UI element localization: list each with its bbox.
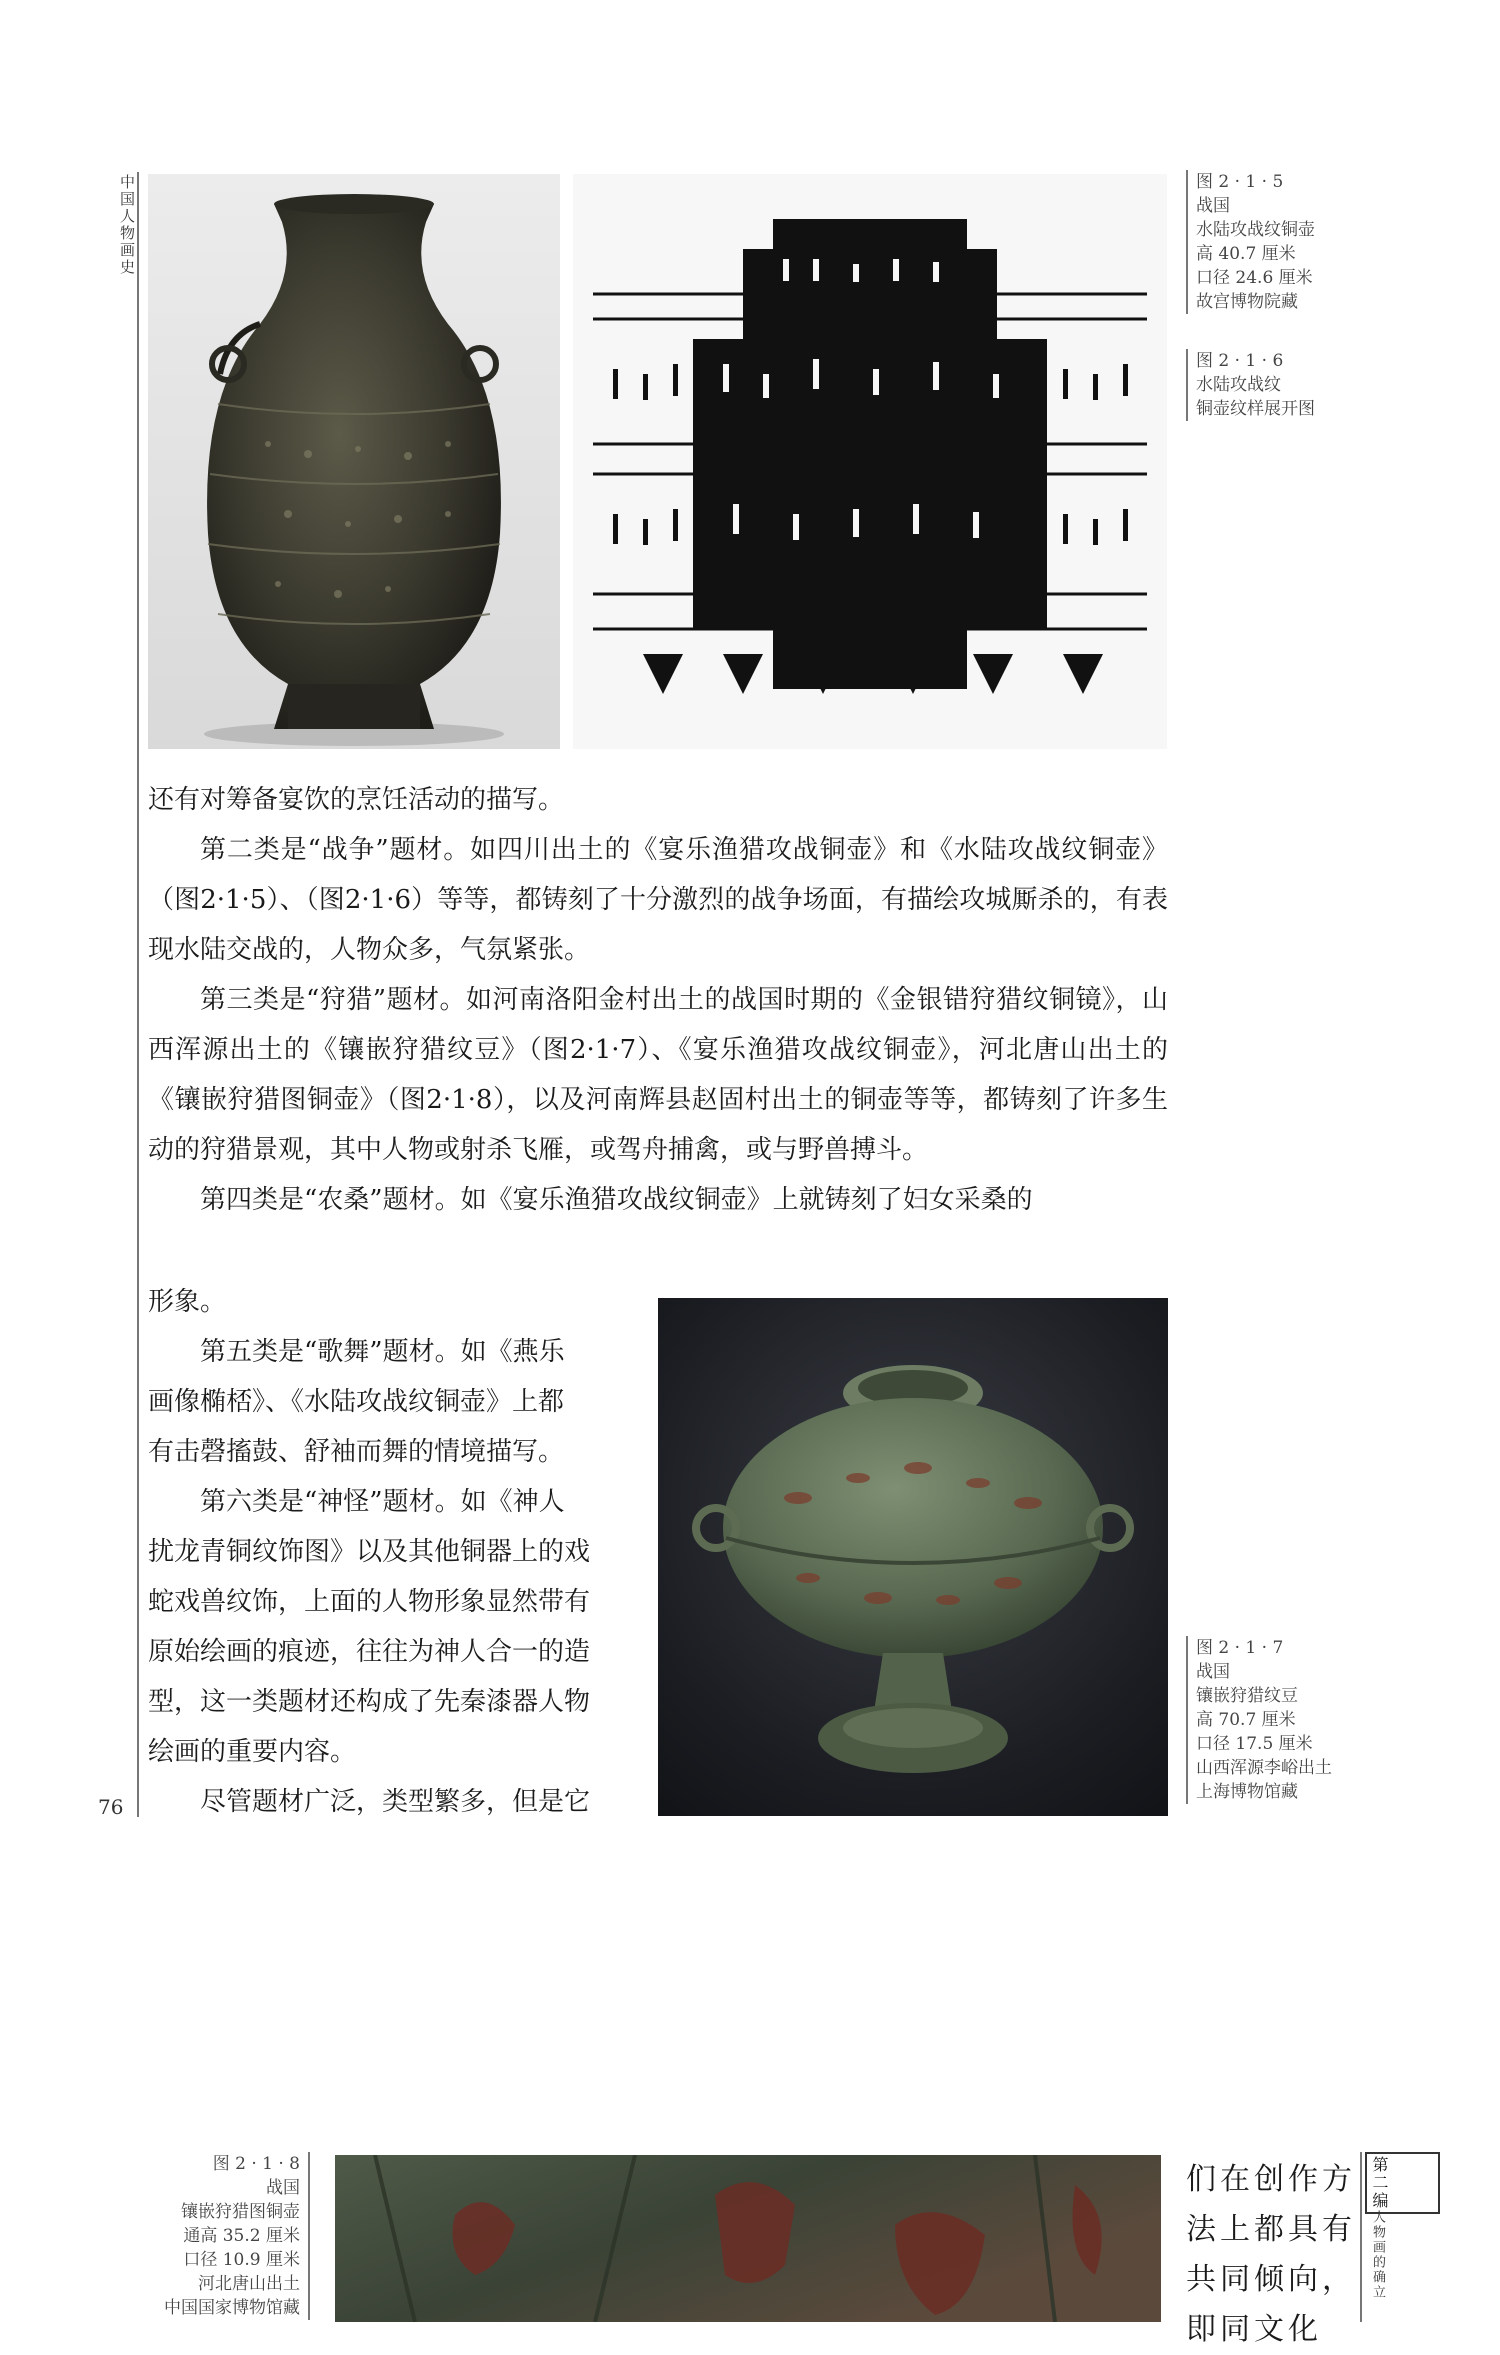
bronze-dou-illustration — [658, 1298, 1168, 1816]
body-text-narrow — [148, 1277, 638, 1827]
paragraph: 还有对筹备宴饮的烹饪活动的描写。 — [148, 785, 565, 815]
section-label-box — [1365, 2152, 1440, 2214]
bronze-vase-illustration — [148, 174, 560, 749]
body-text-lower — [1186, 2155, 1361, 2355]
text-line: 扰龙青铜纹饰图》以及其他铜器上的戏 — [148, 1537, 591, 1567]
text-line: 有击磬搐鼓、舒袖而舞的情境描写。 — [148, 1437, 565, 1467]
pattern-drawing-illustration — [573, 174, 1167, 749]
figure-2-1-6-caption: 图 2 · 1 · 6 水陆攻战纹 铜壶纹样展开图 — [1186, 349, 1366, 421]
text-line: 型，这一类题材还构成了先秦漆器人物 — [148, 1687, 591, 1717]
section-subtitle: 人物画的确立 — [1370, 2210, 1385, 2300]
paragraph: 第四类是“农桑”题材。如《宴乐渔猎攻战纹铜壶》上就铸刻了妇女采桑的 — [200, 1185, 1033, 1215]
text-line: 第六类是“神怪”题材。如《神人 — [200, 1487, 565, 1517]
section-label: 第二编 — [1370, 2156, 1389, 2210]
text-line: 即同文化 — [1186, 2312, 1322, 2347]
text-line: 原始绘画的痕迹，往往为神人合一的造 — [148, 1637, 591, 1667]
text-line: 绘画的重要内容。 — [148, 1737, 357, 1767]
paragraph: 第二类是“战争”题材。如四川出土的《宴乐渔猎攻战铜壶》和《水陆攻战纹铜壶》（图2·1·5）、（图2·1·6）等等，都铸刻了十分激烈的战争场面，有描绘攻城厮杀的，有表现水陆交战的，人物众多，气氛紧张。 — [148, 835, 1168, 965]
page-number: 76 — [98, 1795, 124, 1819]
figure-2-1-8-photo — [335, 2155, 1161, 2322]
bronze-hunting-scene-illustration — [335, 2155, 1161, 2322]
text-line: 们在创作方 — [1186, 2162, 1356, 2197]
figure-2-1-5-caption: 图 2 · 1 · 5 战国 水陆攻战纹铜壶 高 40.7 厘米 口径 24.6 厘米 故宫博物院藏 — [1186, 170, 1366, 314]
text-line: 尽管题材广泛，类型繁多，但是它 — [200, 1787, 591, 1817]
figure-2-1-5-photo — [148, 174, 560, 749]
book-title: 中国人物画史 — [118, 174, 136, 276]
text-line: 画像椭桮》、《水陆攻战纹铜壶》上都 — [148, 1387, 565, 1417]
text-line: 第五类是“歌舞”题材。如《燕乐 — [200, 1337, 565, 1367]
figure-2-1-6-pattern — [573, 174, 1167, 749]
figure-2-1-7-photo — [658, 1298, 1168, 1816]
paragraph: 第三类是“狩猎”题材。如河南洛阳金村出土的战国时期的《金银错狩猎纹铜镜》，山西浑源出土的《镶嵌狩猎纹豆》（图2·1·7）、《宴乐渔猎攻战纹铜壶》，河北唐山出土的《镶嵌狩猎图铜壶》（图2·1·8），以及河南辉县赵固村出土的铜壶等等，都铸刻了许多生动的狩猎景观，其中人物或射杀飞雁，或驾舟捕禽，或与野兽搏斗。 — [148, 985, 1168, 1165]
margin-rule — [137, 172, 139, 1817]
text-line: 法上都具有 — [1186, 2212, 1356, 2247]
figure-2-1-8-caption: 图 2 · 1 · 8 战国 镶嵌狩猎图铜壶 通高 35.2 厘米 口径 10.9 厘米 河北唐山出土 中国国家博物馆藏 — [120, 2152, 310, 2320]
text-line: 蛇戏兽纹饰，上面的人物形象显然带有 — [148, 1587, 591, 1617]
text-line: 形象。 — [148, 1287, 227, 1317]
body-text-wide — [148, 775, 1168, 1225]
section-rule — [1360, 2152, 1362, 2322]
text-line: 共同倾向， — [1186, 2262, 1356, 2297]
figure-2-1-7-caption: 图 2 · 1 · 7 战国 镶嵌狩猎纹豆 高 70.7 厘米 口径 17.5 厘米 山西浑源李峪出土 上海博物馆藏 — [1186, 1636, 1386, 1804]
